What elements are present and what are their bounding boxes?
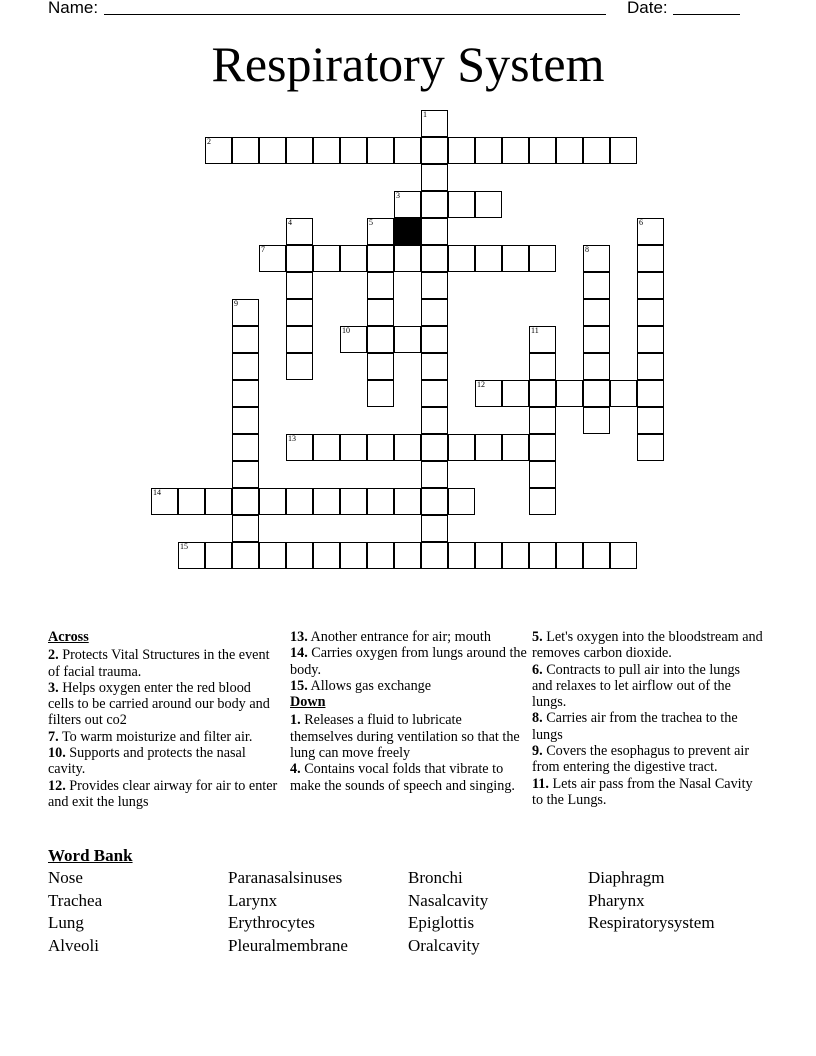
word-bank-word: Pharynx (588, 890, 645, 910)
clues-column-1 (48, 629, 280, 810)
grid-cell[interactable] (529, 326, 556, 353)
grid-cell[interactable] (475, 434, 502, 461)
grid-cell[interactable] (637, 245, 664, 272)
grid-cell[interactable] (394, 245, 421, 272)
grid-cell[interactable] (178, 488, 205, 515)
grid-cell[interactable] (583, 272, 610, 299)
grid-cell[interactable] (502, 137, 529, 164)
grid-cell[interactable] (448, 542, 475, 569)
grid-cell[interactable] (529, 353, 556, 380)
grid-cell[interactable] (367, 137, 394, 164)
grid-cell[interactable] (286, 542, 313, 569)
grid-cell[interactable] (637, 218, 664, 245)
grid-cell[interactable] (394, 434, 421, 461)
clue-number: 14 (153, 488, 161, 497)
grid-cell[interactable] (340, 434, 367, 461)
grid-cell[interactable] (610, 380, 637, 407)
grid-cell[interactable] (529, 434, 556, 461)
grid-cell[interactable] (637, 299, 664, 326)
grid-cell[interactable] (286, 272, 313, 299)
clue-across-3: 3. Helps oxygen enter the red blood cells to be carried around our body and filters out co2 (48, 679, 270, 729)
grid-cell[interactable] (340, 542, 367, 569)
grid-cell[interactable] (313, 488, 340, 515)
clue-across-12: 12. Provides clear airway for air to enter and exit the lungs (48, 777, 278, 810)
grid-cell[interactable] (232, 137, 259, 164)
grid-cell[interactable] (421, 137, 448, 164)
grid-cell[interactable] (421, 434, 448, 461)
grid-cell[interactable] (367, 272, 394, 299)
word-bank-word: Nasalcavity (408, 890, 489, 910)
grid-cell[interactable] (421, 245, 448, 272)
grid-cell[interactable] (286, 245, 313, 272)
grid-cell[interactable] (286, 488, 313, 515)
word-bank-word: Pleuralmembrane (228, 936, 348, 956)
clue-number: 1 (423, 110, 427, 119)
grid-cell[interactable] (367, 380, 394, 407)
grid-cell[interactable] (367, 245, 394, 272)
grid-cell[interactable] (475, 245, 502, 272)
clue-down-8: 8. Carries air from the trachea to the lungs (532, 710, 738, 743)
grid-cell[interactable] (583, 380, 610, 407)
word-bank-word: Bronchi (408, 868, 463, 887)
grid-cell[interactable] (232, 326, 259, 353)
grid-cell[interactable] (502, 380, 529, 407)
word-bank-word: Nose (48, 868, 83, 887)
grid-cell[interactable] (502, 245, 529, 272)
word-bank-column (228, 867, 348, 958)
clue-number: 13 (288, 434, 296, 443)
grid-cell[interactable] (232, 515, 259, 542)
grid-cell[interactable] (583, 353, 610, 380)
grid-cell[interactable] (421, 407, 448, 434)
grid-cell[interactable] (475, 137, 502, 164)
grid-cell[interactable] (232, 407, 259, 434)
grid-cell[interactable] (367, 299, 394, 326)
grid-cell[interactable] (583, 137, 610, 164)
grid-cell[interactable] (286, 299, 313, 326)
clue-number: 5 (369, 218, 373, 227)
clue-down-5: 5. Let's oxygen into the bloodstream and removes carbon dioxide. (532, 629, 763, 662)
grid-cell[interactable] (367, 434, 394, 461)
clue-across-10: 10. Supports and protects the nasal cavity. (48, 745, 246, 778)
grid-cell[interactable] (421, 110, 448, 137)
clue-number: 2 (207, 137, 211, 146)
grid-cell[interactable] (637, 272, 664, 299)
grid-cell[interactable] (367, 218, 394, 245)
grid-cell[interactable] (178, 542, 205, 569)
grid-cell[interactable] (232, 353, 259, 380)
grid-cell[interactable] (151, 488, 178, 515)
grid-cell[interactable] (367, 542, 394, 569)
grid-cell[interactable] (529, 461, 556, 488)
page-title: Respiratory System (211, 36, 605, 92)
grid-cell[interactable] (610, 137, 637, 164)
grid-cell[interactable] (583, 407, 610, 434)
grid-cell[interactable] (232, 488, 259, 515)
word-bank-column (408, 867, 488, 958)
clue-number: 9 (234, 299, 238, 308)
grid-cell[interactable] (286, 326, 313, 353)
word-bank-word: Paranasalsinuses (228, 868, 343, 887)
grid-cell[interactable] (448, 434, 475, 461)
grid-cell[interactable] (610, 542, 637, 569)
grid-cell[interactable] (259, 137, 286, 164)
grid-cell[interactable] (232, 542, 259, 569)
grid-cell[interactable] (313, 434, 340, 461)
grid-cell[interactable] (637, 380, 664, 407)
grid-cell[interactable] (421, 353, 448, 380)
grid-cell[interactable] (475, 542, 502, 569)
grid-cell[interactable] (205, 542, 232, 569)
word-bank-word: Diaphragm (588, 868, 665, 887)
grid-cell[interactable] (529, 137, 556, 164)
grid-cell[interactable] (205, 488, 232, 515)
grid-cell[interactable] (583, 542, 610, 569)
grid-cell[interactable] (232, 461, 259, 488)
grid-cell[interactable] (340, 326, 367, 353)
grid-cell[interactable] (475, 380, 502, 407)
grid-cell[interactable] (529, 245, 556, 272)
grid-cell[interactable] (448, 245, 475, 272)
grid-cell[interactable] (394, 326, 421, 353)
clue-number: 3 (396, 191, 400, 200)
word-bank-title: Word Bank (48, 846, 133, 865)
word-bank-word: Oralcavity (408, 936, 480, 956)
word-bank-word: Larynx (228, 890, 278, 910)
grid-cell[interactable] (259, 542, 286, 569)
grid-cell[interactable] (286, 137, 313, 164)
name-label: Name: (48, 0, 99, 17)
clue-number: 6 (639, 218, 643, 227)
grid-cell[interactable] (475, 191, 502, 218)
grid-cell[interactable] (340, 245, 367, 272)
grid-cell[interactable] (367, 326, 394, 353)
clue-number: 10 (342, 326, 350, 335)
word-bank-word: Epiglottis (408, 913, 475, 933)
grid-cell[interactable] (367, 353, 394, 380)
grid-cell[interactable] (421, 191, 448, 218)
grid-cell[interactable] (583, 245, 610, 272)
grid-cell[interactable] (313, 137, 340, 164)
grid-cell[interactable] (448, 191, 475, 218)
grid-cell[interactable] (556, 380, 583, 407)
word-bank-column (48, 867, 102, 958)
clue-across-14: 14. Carries oxygen from lungs around the body. (290, 645, 527, 678)
grid-cell[interactable] (421, 218, 448, 245)
clues-column-3 (532, 629, 764, 838)
clue-down-1: 1. Releases a fluid to lubricate themselves during ventilation so that the lung can move freely (290, 712, 520, 762)
date-label: Date: (627, 0, 668, 17)
across-heading: Across (48, 629, 89, 645)
clue-number: 4 (288, 218, 292, 227)
grid-cell[interactable] (421, 299, 448, 326)
grid-cell[interactable] (529, 407, 556, 434)
clue-down-9: 9. Covers the esophagus to prevent air from entering the digestive tract. (532, 743, 750, 776)
grid-cell[interactable] (448, 137, 475, 164)
grid-cell[interactable] (529, 380, 556, 407)
grid-cell[interactable] (232, 434, 259, 461)
grid-cell[interactable] (232, 299, 259, 326)
clues-column-2 (290, 629, 528, 794)
grid-cell[interactable] (583, 326, 610, 353)
grid-cell[interactable] (394, 488, 421, 515)
grid-cell[interactable] (502, 434, 529, 461)
grid-cell[interactable] (421, 164, 448, 191)
grid-cell[interactable] (259, 488, 286, 515)
grid-cell[interactable] (394, 137, 421, 164)
grid-cell[interactable] (421, 272, 448, 299)
grid-cell[interactable] (259, 245, 286, 272)
grid-cell[interactable] (286, 434, 313, 461)
grid-cell[interactable] (637, 353, 664, 380)
grid-cell[interactable] (421, 380, 448, 407)
clue-across-7: 7. To warm moisturize and filter air. (48, 728, 253, 745)
grid-cell[interactable] (556, 137, 583, 164)
grid-cell[interactable] (313, 245, 340, 272)
grid-cell[interactable] (421, 515, 448, 542)
clue-down-6: 6. Contracts to pull air into the lungs and relaxes to let airflow out of the lungs. (532, 661, 741, 711)
word-bank-column (588, 867, 715, 935)
clue-across-15: 15. Allows gas exchange (290, 677, 432, 694)
grid-cell[interactable] (637, 434, 664, 461)
clue-number: 7 (261, 245, 265, 254)
word-bank-word: Respiratorysystem (588, 913, 715, 933)
black-cell (394, 218, 421, 245)
grid-cell[interactable] (313, 542, 340, 569)
grid-cell[interactable] (637, 407, 664, 434)
grid-cell[interactable] (340, 488, 367, 515)
clue-across-2: 2. Protects Vital Structures in the event of facial trauma. (48, 647, 270, 680)
clue-down-4: 4. Contains vocal folds that vibrate to make the sounds of speech and singing. (290, 761, 515, 794)
grid-cell[interactable] (637, 326, 664, 353)
clue-number: 15 (180, 542, 188, 551)
grid-cell[interactable] (340, 137, 367, 164)
grid-cell[interactable] (556, 542, 583, 569)
grid-cell[interactable] (232, 380, 259, 407)
word-bank-word: Lung (48, 913, 84, 933)
grid-cell[interactable] (394, 191, 421, 218)
grid-cell[interactable] (529, 488, 556, 515)
grid-cell[interactable] (394, 542, 421, 569)
grid-cell[interactable] (502, 542, 529, 569)
grid-cell[interactable] (583, 299, 610, 326)
grid-cell[interactable] (421, 542, 448, 569)
grid-cell[interactable] (421, 488, 448, 515)
clue-number: 11 (531, 326, 539, 335)
clue-number: 8 (585, 245, 589, 254)
word-bank-word: Alveoli (48, 936, 99, 956)
word-bank-word: Erythrocytes (228, 913, 315, 933)
grid-cell[interactable] (286, 353, 313, 380)
grid-cell[interactable] (205, 137, 232, 164)
grid-cell[interactable] (529, 542, 556, 569)
down-heading: Down (290, 694, 326, 711)
clue-down-11: 11. Lets air pass from the Nasal Cavity to the Lungs. (532, 775, 753, 808)
word-bank-word: Trachea (48, 890, 103, 910)
clue-across-13: 13. Another entrance for air; mouth (290, 629, 491, 645)
clue-number: 12 (477, 380, 485, 389)
grid-cell[interactable] (286, 218, 313, 245)
grid-cell[interactable] (367, 488, 394, 515)
grid-cell[interactable] (421, 326, 448, 353)
grid-cell[interactable] (421, 461, 448, 488)
grid-cell[interactable] (448, 488, 475, 515)
